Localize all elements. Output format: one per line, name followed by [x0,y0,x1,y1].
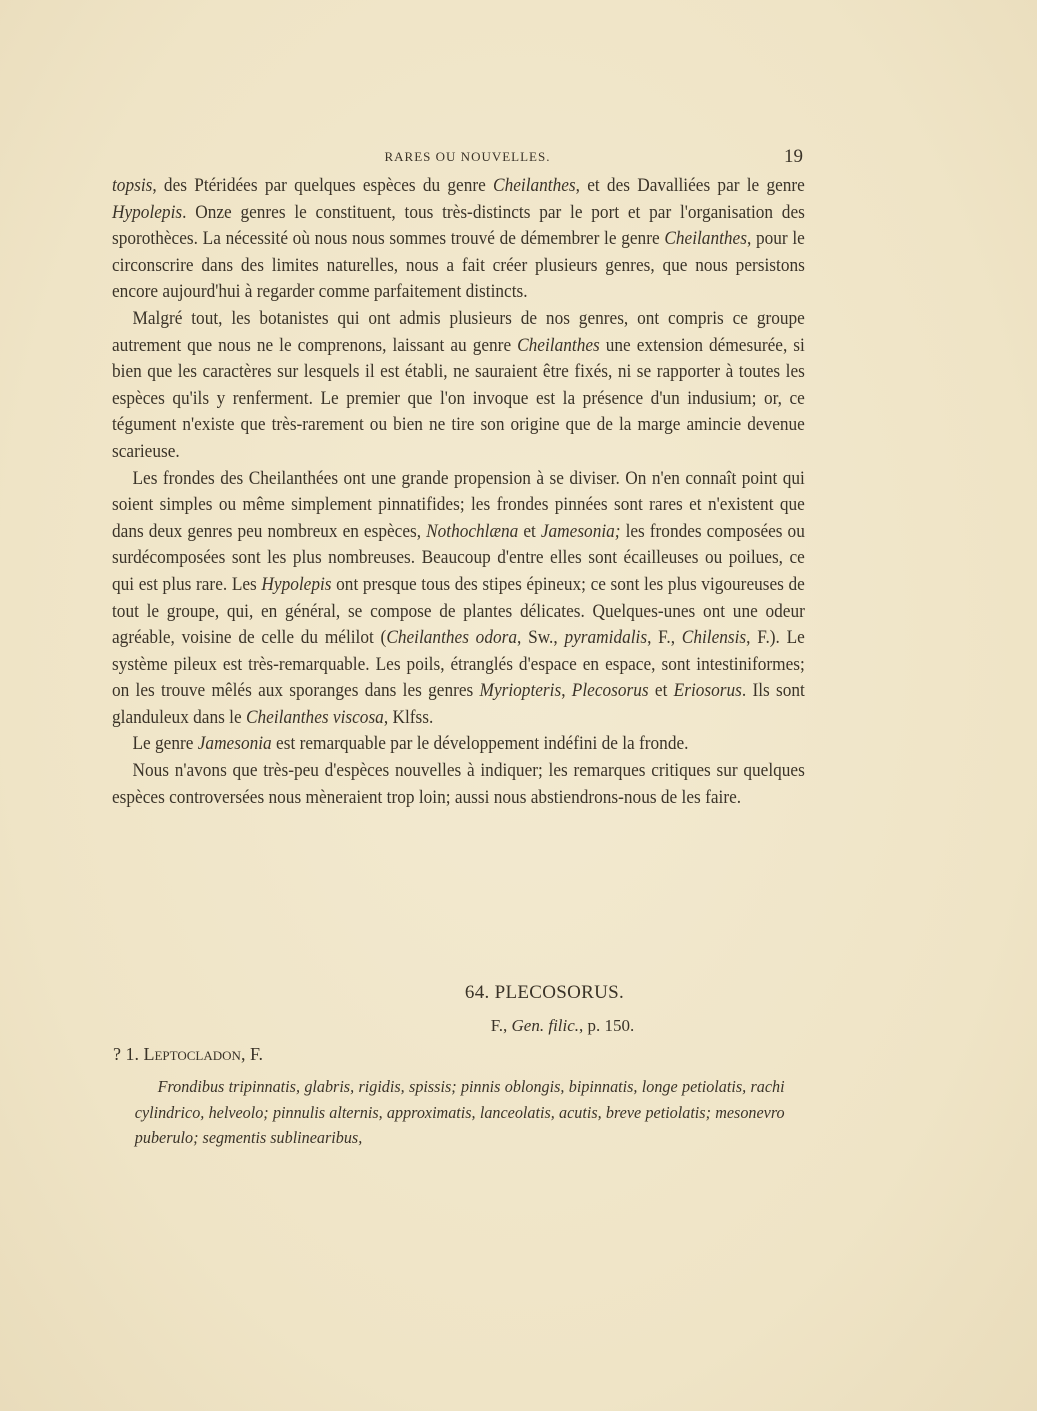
body-text [112,173,805,811]
page-number: 19 [784,146,803,167]
paragraph-3: Les frondes des Cheilanthées ont une grande propension à se diviser. On n'en connaît point qui soient simples ou même simplement pinnatifides; les frondes pinnées sont rares et n'existent que dans deux genres peu nombreux en espèces, Nothochlæna et Jamesonia; les frondes composées ou surdécomposées sont les plus nombreuses. Beaucoup d'entre elles sont écailleuses ou poilues, ce qui est plus rare. Les Hypolepis ont presque tous des stipes épineux; ce sont les plus vigoureuses de tout le groupe, qui, en général, se compose de plantes délicates. Quelques-unes ont une odeur agréable, voisine de celle du mélilot (Cheilanthes odora, Sw., pyramidalis, F., Chilensis, F.). Le système pileux est très-remarquable. Les poils, étranglés d'espace en espace, sont intestiniformes; on les trouve mêlés aux sporanges dans les genres Myriopteris, Plecosorus et Eriosorus. Ils sont glanduleux dans le Cheilanthes viscosa, Klfss. [112,467,805,728]
running-header [112,146,805,168]
species-entry: ? 1. Leptocladon, F. [113,1044,264,1064]
section-reference: F., Gen. filic., p. 150. [490,1016,635,1035]
running-title: RARES OU NOUVELLES. [384,149,551,164]
section-heading: 64. PLECOSORUS. [464,982,625,1003]
paragraph-5: Nous n'avons que très-peu d'espèces nouvelles à indiquer; les remarques critiques sur quelques espèces controversées nous mèneraient trop loin; aussi nous abstiendrons-nous de les faire. [112,760,805,808]
paragraph-1: topsis, des Ptéridées par quelques espèces du genre Cheilanthes, et des Davalliées par le genre Hypolepis. Onze genres le constituent, tous très-distincts par le port et par l'organisation des sporothèces. La nécessité où nous nous sommes trouvé de démembrer le genre Cheilanthes, pour le circonscrire dans des limites naturelles, nous a fait créer plusieurs genres, que nous persistons encore aujourd'hui à regarder comme parfaitement distincts. [112,175,805,303]
paragraph-2: Malgré tout, les botanistes qui ont admis plusieurs de nos genres, ont compris ce groupe autrement que nous ne le comprenons, laissant au genre Cheilanthes une extension démesurée, si bien que les caractères sur lesquels il est établi, ne sauraient être fixés, ni se rapporter à toutes les espèces qu'ils y renferment. Le premier que l'on invoque est la présence d'un indusium; or, ce tégument n'existe que très-rarement ou bien ne tire son origine que de la marge amincie devenue scarieuse. [112,307,805,462]
latin-description: Frondibus tripinnatis, glabris, rigidis, spissis; pinnis oblongis, bipinnatis, longe petiolatis, rachi cylindrico, helveolo; pinnulis alternis, approximatis, lanceolatis, acutis, breve petiolatis; mesonevro puberulo; segmentis sublinearibus, [134,1077,785,1147]
paragraph-4: Le genre Jamesonia est remarquable par le développement indéfini de la fronde. [132,733,689,755]
